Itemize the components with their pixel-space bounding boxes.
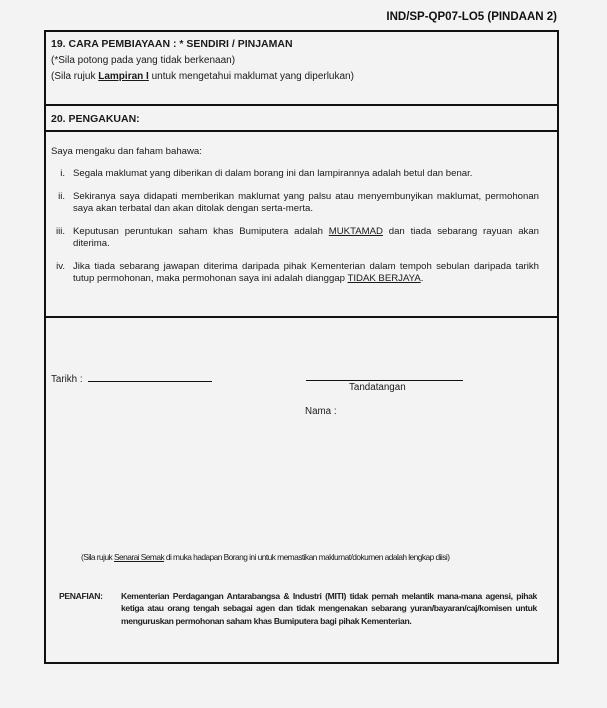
item-number: i. <box>60 168 65 179</box>
disclaimer-text: Kementerian Perdagangan Antarabangsa & Industri (MITI) tidak pernah melantik mana-mana agensi, pihak ketiga atau orang tengah sebagai agen dan tidak mengenakan sebarang yuran/bayaran/caj/komisen untuk menguruskan permohonan saham khas Bumiputera bagi pihak Kementerian. <box>121 591 537 626</box>
item-number: ii. <box>58 190 65 202</box>
date-field <box>51 372 212 385</box>
tidak-berjaya-emphasis: TIDAK BERJAYA <box>347 273 421 284</box>
checklist-prefix: (Sila rujuk <box>81 552 114 562</box>
declaration-item <box>51 168 539 181</box>
disclaimer <box>59 590 537 627</box>
declaration-item <box>51 226 539 251</box>
signature-line[interactable] <box>306 380 463 381</box>
section-20-declaration <box>46 132 557 316</box>
disclaimer-label: PENAFIAN: <box>59 591 103 601</box>
declaration-item <box>51 191 539 216</box>
item-text-before: Keputusan peruntukan saham khas Bumiputera adalah <box>73 225 329 237</box>
reference-prefix: (Sila rujuk <box>51 71 99 82</box>
section-19-financing <box>46 32 557 110</box>
item-text-after: . <box>420 273 424 284</box>
lampiran-link[interactable]: Lampiran I <box>98 71 149 82</box>
name-label: Nama : <box>305 406 337 417</box>
item-text-before: Jika tiada sebarang jawapan diterima daripada pihak Kementerian dalam tempoh sebulan daripada tarikh tutup permohonan, maka permohonan saya ini adalah dianggap <box>73 260 539 284</box>
item-number: iii. <box>55 225 65 237</box>
declaration-item <box>51 261 539 286</box>
section-19-note: (*Sila potong pada yang tidak berkenaan) <box>51 55 236 66</box>
checklist-suffix: di muka hadapan Borang ini untuk memastikan maklumat/dokumen adalah lengkap diisi) <box>164 552 450 562</box>
declaration-list <box>51 168 539 286</box>
item-text <box>73 261 539 286</box>
name-field <box>305 406 337 417</box>
item-text: Sekiranya saya didapati memberikan maklumat yang palsu atau menyembunyikan maklumat, permohonan saya akan terbatal dan akan ditolak dengan serta-merta. <box>73 190 539 214</box>
section-19-reference <box>51 71 557 82</box>
item-number: iv. <box>56 260 65 272</box>
checklist-note <box>81 552 449 562</box>
section-19-title: 19. CARA PEMBIAYAAN : * SENDIRI / PINJAMAN <box>51 38 293 50</box>
senarai-semak-link[interactable]: Senarai Semak <box>113 552 165 562</box>
signature-area <box>46 318 557 662</box>
form-box <box>44 30 559 664</box>
document-code: IND/SP-QP07-LO5 (PINDAAN 2) <box>386 11 557 23</box>
date-label: Tarikh : <box>51 374 83 385</box>
signature-label: Tandatangan <box>349 382 406 393</box>
section-20-title: 20. PENGAKUAN: <box>51 113 140 125</box>
muktamad-emphasis: MUKTAMAD <box>328 225 383 237</box>
reference-suffix: untuk mengetahui maklumat yang diperlukan) <box>148 71 354 82</box>
item-text <box>73 226 539 251</box>
item-text: Segala maklumat yang diberikan di dalam borang ini dan lampirannya adalah betul dan benar. <box>73 168 473 179</box>
date-input-line[interactable] <box>88 372 212 382</box>
declaration-intro: Saya mengaku dan faham bahawa: <box>51 146 202 157</box>
item-text-after: dan tiada sebarang rayuan akan diterima. <box>73 225 539 249</box>
